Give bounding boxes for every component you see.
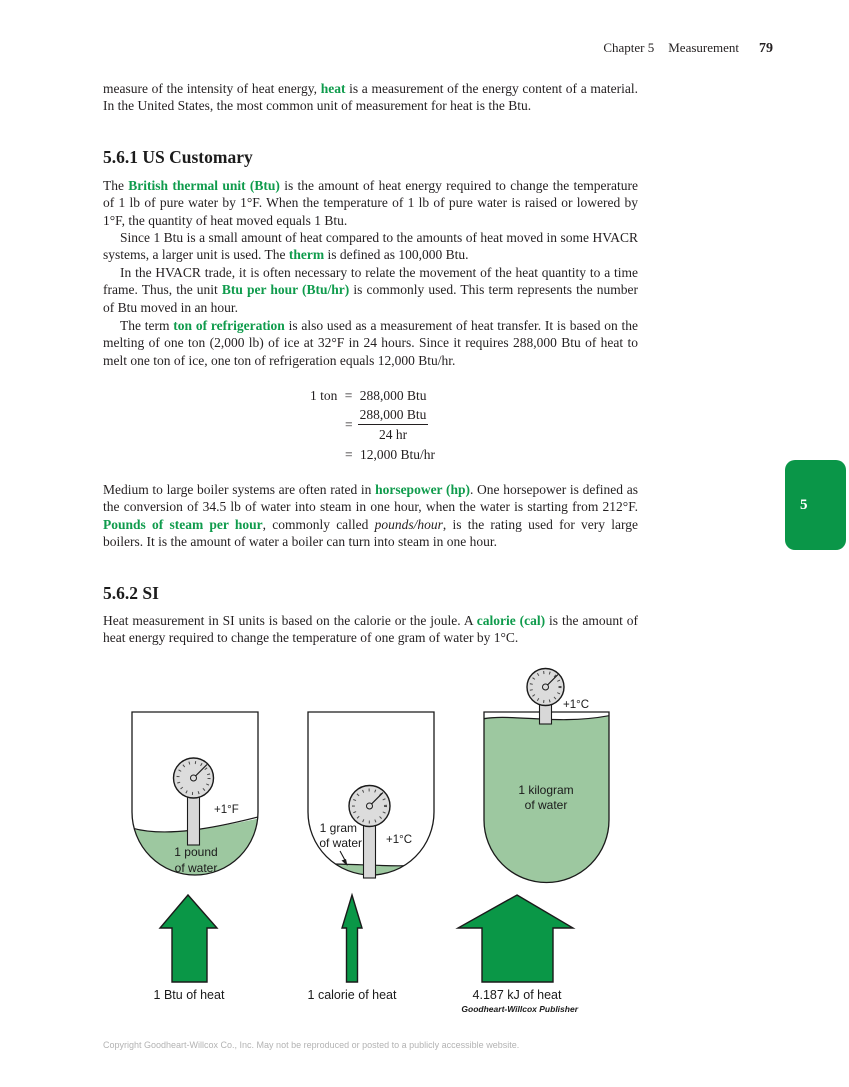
caption-btu: 1 Btu of heat (153, 988, 225, 1002)
caption-kilojoule: 4.187 kJ of heat (472, 988, 562, 1002)
equals-sign: = (345, 417, 353, 432)
caption-calorie: 1 calorie of heat (307, 988, 397, 1002)
header-chapter: Chapter 5 (603, 40, 655, 55)
beaker-2-temp-label: +1°C (386, 834, 413, 846)
chapter-tab (785, 460, 846, 550)
beaker-3-label-line1: 1 kilogram (518, 783, 574, 797)
fraction-denominator: 24 hr (378, 427, 408, 442)
paragraph-intro: measure of the intensity of heat energy, heat is a measurement of the energy content of a material. In the United States, the most common unit of measurement for heat is the Btu. (103, 81, 638, 114)
paragraph-therm: Since 1 Btu is a small amount of heat compared to the amounts of heat moved in some HVACR systems, a larger unit is used. The therm is defined as 100,000 Btu. (103, 230, 638, 263)
beaker-3-temp-label: +1°C (563, 699, 590, 711)
fraction-numerator: 288,000 Btu (358, 406, 429, 425)
paragraph-ton-of-refrigeration: The term ton of refrigeration is also used as a measurement of heat transfer. It is based on the melting of one ton (2,000 lb) of ice at 32°F in 24 hours. Since it requires 288,000 Btu of heat to melt one ton of ice, one ton of refrigeration equals 12,000 Btu/hr. (103, 318, 638, 368)
paragraph-btu-per-hour: In the HVACR trade, it is often necessary to relate the movement of the heat quantity to a time frame. Thus, the unit Btu per hour (Btu/hr) is commonly used. This term represents the number of Btu moved in an hour. (103, 265, 638, 315)
figure-credit: Goodheart-Willcox Publisher (461, 1004, 578, 1014)
paragraph-calorie: Heat measurement in SI units is based on the calorie or the joule. A calorie (cal) is the amount of heat energy required to change the temperature of one gram of water by 1°C. (103, 613, 638, 646)
equals-sign: = (345, 447, 353, 462)
header-page-number: 79 (759, 41, 773, 56)
equation-rhs-3: 12,000 Btu/hr (360, 447, 436, 462)
beaker-1-gram-water (300, 712, 440, 890)
paragraph-btu: The British thermal unit (Btu) is the amount of heat energy required to change the temperature of 1 lb of pure water by 1°F. When the temperature of 1 lb of pure water is raised or lowered by 1°F, the quantity of heat moved equals 1 Btu. (103, 178, 638, 228)
equation-line-1 (310, 387, 435, 404)
equals-sign: = (344, 388, 353, 403)
fraction (358, 406, 429, 443)
heat-arrow-btu-icon (160, 895, 217, 982)
beaker-1-label-line1: 1 pound (174, 845, 218, 859)
dial-hub (543, 684, 549, 690)
equation-line-2 (345, 406, 435, 443)
chapter-tab-number: 5 (800, 496, 808, 513)
copyright-notice: Copyright Goodheart-Willcox Co., Inc. May not be reproduced or posted to a publicly accessible website. (103, 1040, 520, 1050)
equation-line-3 (345, 446, 435, 463)
beaker-1-label-line2: of water (174, 861, 218, 875)
beaker-1-kilogram-water (475, 669, 615, 891)
beaker-2-label-line1: 1 gram (319, 821, 357, 835)
heat-arrow-kilojoule-icon (458, 895, 573, 982)
thermometer-icon (527, 669, 564, 725)
beaker-3-label-line2: of water (524, 798, 568, 812)
beaker-1-pound-water (120, 712, 270, 890)
beaker-2-label-line2: of water (319, 836, 362, 850)
figure-heat-comparison (0, 655, 849, 1027)
paragraph-horsepower: Medium to large boiler systems are often rated in horsepower (hp). One horsepower is defined as the conversion of 34.5 lb of water into steam in one hour, when the water is starting from 212°F. Pounds of steam per hour, commonly called pounds/hour, is the rating used for very large boilers. It is the amount of water a boiler can turn into steam in one hour. (103, 482, 638, 550)
thermometer-stem (188, 795, 200, 845)
equation-lhs: 1 ton (310, 388, 338, 403)
equation-rhs-1: 288,000 Btu (359, 388, 427, 403)
dial-hub (191, 775, 197, 781)
thermometer-stem (364, 821, 376, 878)
heat-arrow-calorie-icon (342, 895, 362, 982)
dial-hub (367, 803, 373, 809)
page-header (0, 40, 773, 57)
section-heading-us-customary: 5.6.1 US Customary (103, 147, 253, 167)
section-heading-si: 5.6.2 SI (103, 583, 159, 603)
beaker-1-temp-label: +1°F (214, 804, 239, 816)
header-title: Measurement (668, 40, 739, 55)
equation-block (310, 387, 435, 463)
